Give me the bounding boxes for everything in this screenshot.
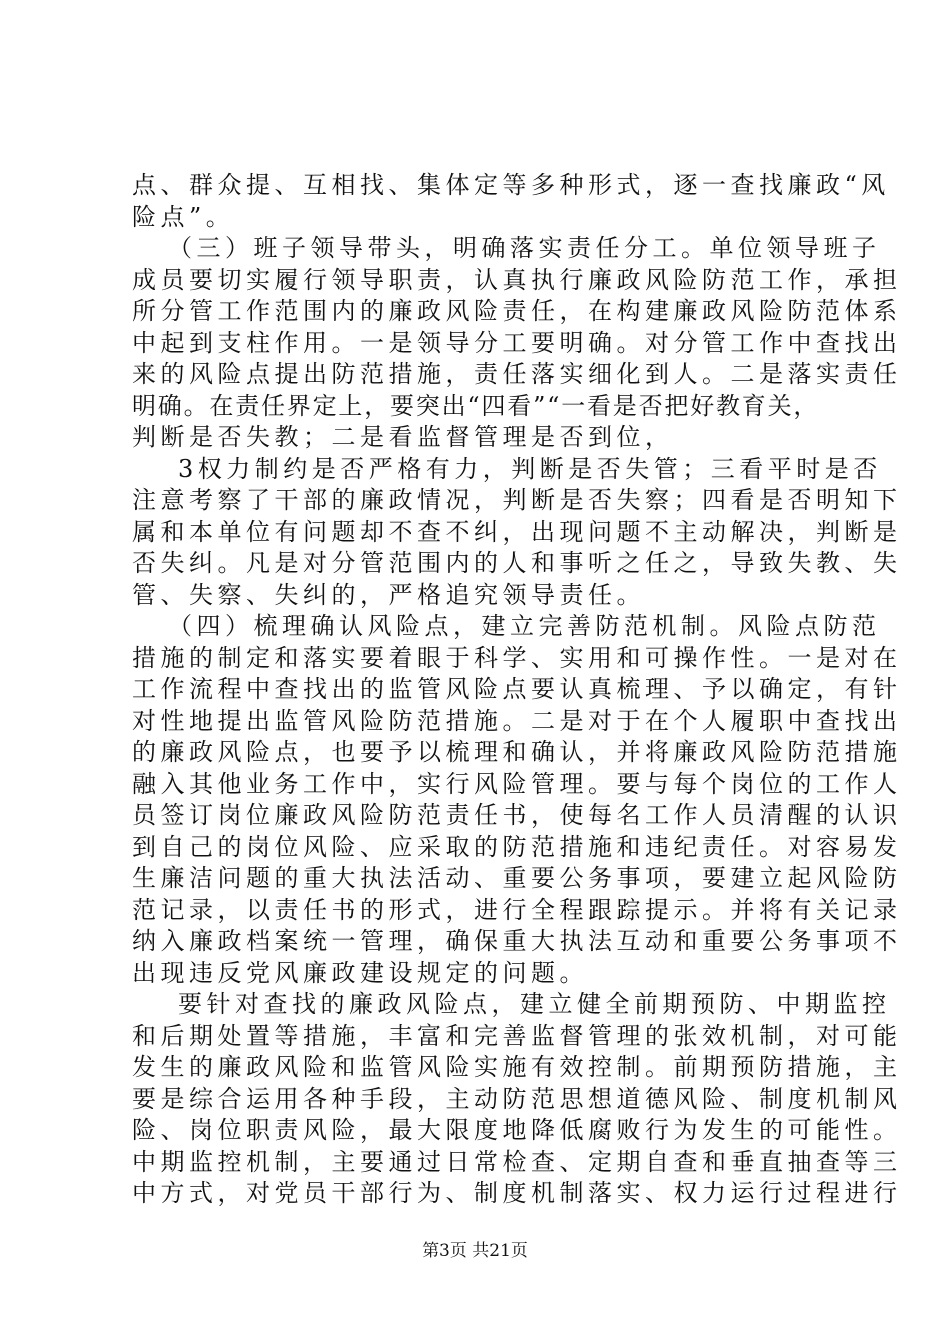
body-line: 所分管工作范围内的廉政风险责任，在构建廉政风险防范体系 [132,297,902,325]
body-line: 中起到支柱作用。一是领导分工要明确。对分管工作中查找出 [132,328,902,357]
body-line: 注意考察了干部的廉政情况，判断是否失察；四看是否明知下 [132,486,902,514]
body-line: 险、岗位职责风险，最大限度地降低腐败行为发生的可能性。 [132,1116,902,1144]
body-line: 明确。在责任界定上，要突出“四看”“一看是否把好教育关， [132,391,820,420]
page-number-footer: 第3页 共21页 [422,1241,528,1261]
body-line: （四）梳理确认风险点，建立完善防范机制。风险点防范 [168,612,881,640]
body-line: 员签订岗位廉政风险防范责任书，使每名工作人员清醒的认识 [132,801,902,829]
body-line: 对性地提出监管风险防范措施。二是对于在个人履职中查找出 [132,706,902,735]
body-line: 点、群众提、互相找、集体定等多种形式，逐一查找廉政“风 [132,171,890,199]
body-line: 到自己的岗位风险、应采取的防范措施和违纪责任。对容易发 [132,832,902,861]
body-line: 出现违反党风廉政建设规定的问题。 [132,958,588,987]
body-line: 措施的制定和落实要着眼于科学、实用和可操作性。一是对在 [132,643,902,672]
body-line: 的廉政风险点，也要予以梳理和确认，并将廉政风险防范措施 [132,738,902,766]
body-line: 中期监控机制，主要通过日常检查、定期自查和垂直抽查等三 [132,1147,902,1176]
body-line: 险点”。 [132,202,235,231]
body-line: 范记录，以责任书的形式，进行全程跟踪提示。并将有关记录 [132,895,902,924]
body-line: 融入其他业务工作中，实行风险管理。要与每个岗位的工作人 [132,769,902,798]
body-line: 管、失察、失纠的，严格追究领导责任。 [132,580,645,609]
document-body [132,170,902,1210]
body-line: 要是综合运用各种手段，主动防范思想道德风险、制度机制风 [132,1084,902,1113]
body-line: 发生的廉政风险和监管风险实施有效控制。前期预防措施，主 [132,1053,902,1081]
body-line: 来的风险点提出防范措施，责任落实细化到人。二是落实责任 [132,360,902,388]
body-line: 生廉洁问题的重大执法活动、重要公务事项，要建立起风险防 [132,864,902,892]
body-line: 成员要切实履行领导职责，认真执行廉政风险防范工作，承担 [132,265,902,294]
body-line: 3权力制约是否严格有力，判断是否失管；三看平时是否 [178,454,882,483]
body-line: 判断是否失教；二是看监督管理是否到位， [132,423,674,451]
body-line: 纳入廉政档案统一管理，确保重大执法互动和重要公务事项不 [132,927,902,955]
body-line: 属和本单位有问题却不查不纠，出现问题不主动解决，判断是 [132,517,902,546]
body-line: 和后期处置等措施，丰富和完善监督管理的张效机制，对可能 [132,1021,902,1050]
body-line: 工作流程中查找出的监管风险点要认真梳理、予以确定，有针 [132,675,902,703]
body-line: 否失纠。凡是对分管范围内的人和事听之任之，导致失教、失 [132,549,902,577]
body-line: 要针对查找的廉政风险点，建立健全前期预防、中期监控 [178,990,891,1018]
body-line: 中方式，对党员干部行为、制度机制落实、权力运行过程进行 [132,1179,902,1207]
body-line: （三）班子领导带头，明确落实责任分工。单位领导班子 [168,234,881,262]
